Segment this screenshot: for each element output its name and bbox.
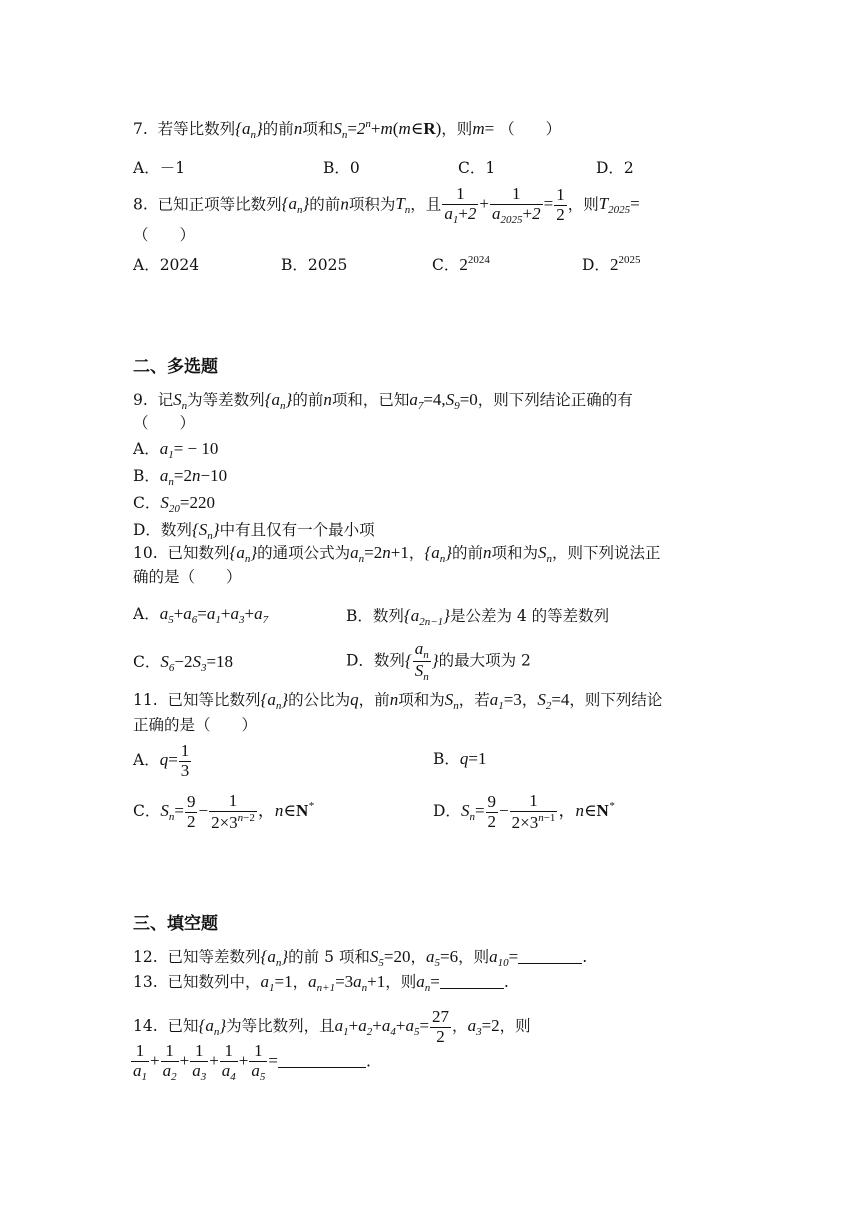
answer-blank[interactable]	[440, 974, 504, 989]
q9-option-c: C．$S_{20}=220$	[133, 493, 215, 515]
q8-option-b: B．2025	[281, 256, 348, 274]
q9-option-d: D．数列$\{S_n\}$中有且仅有一个最小项	[133, 520, 375, 542]
q10-option-d: D．数列{ $\frac{a_n}{S_n}$ }的最大项为 2	[346, 639, 531, 684]
q7-option-b: B．0	[323, 159, 360, 177]
answer-blank[interactable]	[518, 949, 582, 964]
q10-option-c: C．$S_6-2S_3=18$	[133, 652, 234, 674]
q8-paren: （ ）	[133, 226, 196, 244]
question-12: 12. 已知等差数列$\{a_n\}$的前 5 项和$S_5=20$，$a_5=6$，则$a_{10}=$ .	[133, 947, 588, 969]
question-7: 7. 若等比数列$\{a_n\}$的前n项和$S_n=2^n+m(m\in R)$，则m= （ ）	[133, 118, 562, 141]
q8-option-d: D．$2^{2025}$	[582, 254, 641, 274]
math-expr: $S_n=2^n+m(m\in R)$	[333, 118, 442, 141]
section-title-multi-choice: 二、多选题	[133, 357, 218, 377]
q11-line2: 正确的是（ ）	[133, 716, 258, 734]
answer-blank[interactable]	[278, 1053, 366, 1068]
q11-option-a: A．q= $\frac{1}{3}$	[133, 741, 190, 780]
q8-option-a: A．2024	[133, 256, 200, 274]
q7-option-c: C．1	[458, 159, 496, 177]
question-14: 14. 已知$\{a_n\}$为等比数列，且$a_1+a_2+a_4+a_5=$ $\frac{27}{2}$ ，$a_3=2$，则	[133, 1007, 531, 1046]
section-title-fill-in: 三、填空题	[133, 914, 218, 934]
question-9: 9. 记$S_n$为等差数列$\{a_n\}$的前n项和，已知$a_7=4,S_9=0$，则下列结论正确的有	[133, 390, 633, 412]
question-11: 11. 已知等比数列$\{a_n\}$的公比为q，前n项和为$S_n$，若$a_1=3$，$S_2=4$，则下列结论	[133, 690, 663, 712]
q8-option-c: C．$2^{2024}$	[432, 254, 490, 274]
q10-option-a: A．$a_5+a_6=a_1+a_3+a_7$	[133, 604, 269, 626]
q9-paren: （ ）	[133, 414, 196, 432]
question-10: 10. 已知数列$\{a_n\}$的通项公式为$a_n=2n+1$，$\{a_n\}$的前n项和为$S_n$，则下列说法正	[133, 543, 661, 565]
q9-option-a: A．$a_1= - 10$	[133, 439, 219, 461]
question-13: 13. 已知数列中，$a_1=1$，$a_{n+1}=3a_n+1$，则$a_n=$ .	[133, 972, 509, 994]
math-expr: $\{a_n\}$	[235, 119, 263, 141]
q14-expression: $\frac{1}{a_1}$ + $\frac{1}{a_2}$ + $\frac{1}{a_3}$ + $\frac{1}{a_4}$ + $\frac{1}{a_5}$ = .	[133, 1041, 371, 1083]
q7-option-d: D．2	[596, 159, 634, 177]
question-8: 8. 已知正项等比数列$\{a_n\}$的前n项积为$T_n$，且 $\frac{1}{a_1+2}$ + $\frac{1}{a_{2025}+2}$ = $\frac{1}{2}$ ，则$T_{2025}=$	[133, 184, 640, 226]
q11-option-b: B．q=1	[433, 749, 487, 768]
q11-option-d: D．$S_n=$ $\frac{9}{2}$ − $\frac{1}{2\times 3^{n-1}}$ ，n∈N*	[433, 791, 615, 832]
q11-option-c: C．$S_n=$ $\frac{9}{2}$ − $\frac{1}{2\times 3^{n-2}}$ ，n∈N*	[133, 791, 314, 832]
q7-option-a: A．－1	[133, 159, 186, 177]
q9-option-b: B．$a_n=2n-10$	[133, 466, 228, 488]
math-fraction-expr: $\frac{1}{a_1+2}$ + $\frac{1}{a_{2025}+2}$ = $\frac{1}{2}$	[444, 184, 565, 226]
q10-line2: 确的是（ ）	[133, 568, 242, 586]
q10-option-b: B．数列$\{a_{2n-1}\}$是公差为 4 的等差数列	[346, 606, 610, 628]
